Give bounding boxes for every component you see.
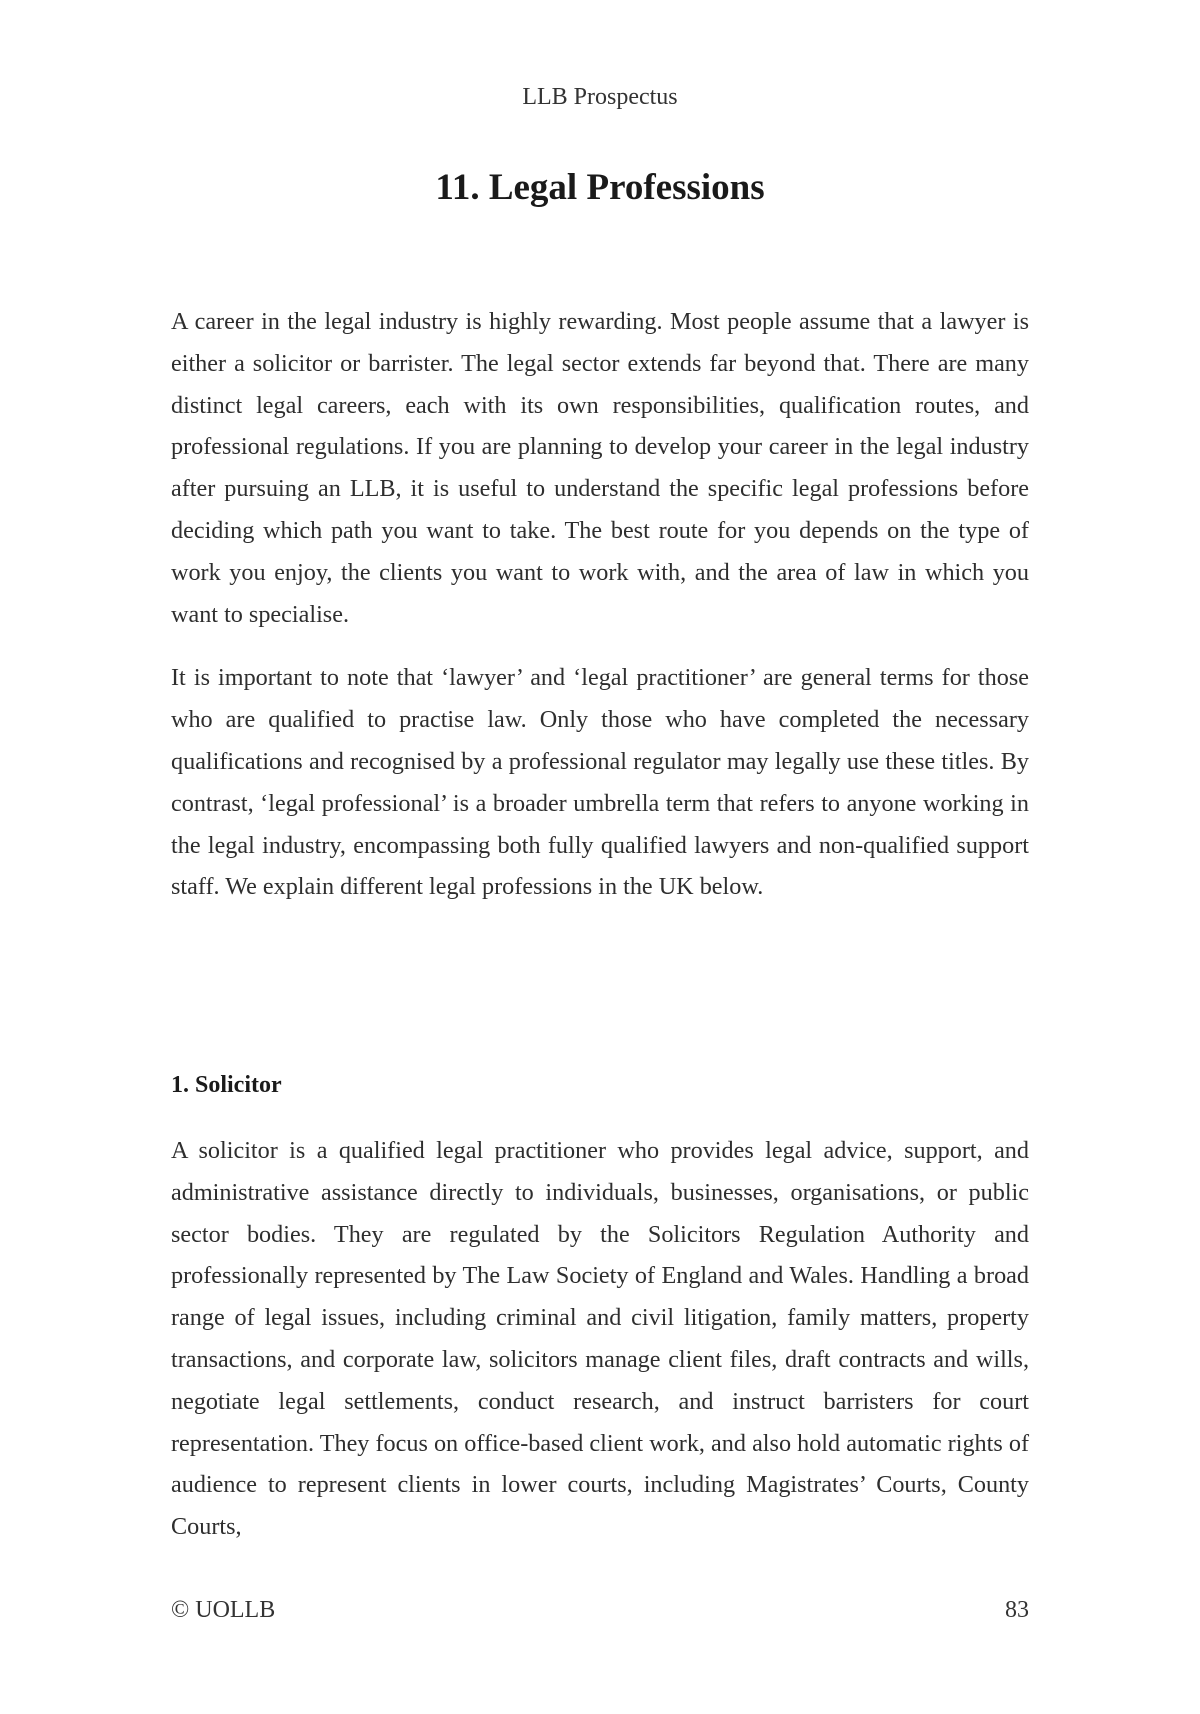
running-header: LLB Prospectus (522, 84, 678, 110)
section-body-solicitor (171, 1130, 1029, 1548)
intro-section (171, 301, 1029, 930)
footer-copyright: © UOLLB (171, 1597, 276, 1623)
chapter-title: 11. Legal Professions (435, 167, 765, 208)
intro-paragraph: A career in the legal industry is highly rewarding. Most people assume that a lawyer is either a solicitor or barrister. The legal sector extends far beyond that. There are many distinct legal careers, each with its own responsibilities, qualification routes, and professional regulations. If you are planning to develop your career in the legal industry after pursuing an LLB, it is useful to understand the specific legal professions before deciding which path you want to take. The best route for you depends on the type of work you enjoy, the clients you want to work with, and the area of law in which you want to specialise. (171, 308, 1029, 628)
section-paragraph: A solicitor is a qualified legal practitioner who provides legal advice, support, and administrative assistance directly to individuals, businesses, organisations, or public sector bodies. They are regulated by the Solicitors Regulation Authority and professionally represented by The Law Society of England and Wales. Handling a broad range of legal issues, including criminal and civil litigation, family matters, property transactions, and corporate law, solicitors manage client files, draft contracts and wills, negotiate legal settlements, conduct research, and instruct barristers for court representation. They focus on office-based client work, and also hold automatic rights of audience to represent clients in lower courts, including Magistrates’ Courts, County Courts, (171, 1137, 1029, 1541)
intro-paragraph: It is important to note that ‘lawyer’ and ‘legal practitioner’ are general terms for those who are qualified to practise law. Only those who have completed the necessary qualifications and recognised by a professional regulator may legally use these titles. By contrast, ‘legal professional’ is a broader umbrella term that refers to anyone working in the legal industry, encompassing both fully qualified lawyers and non-qualified support staff. We explain different legal professions in the UK below. (171, 664, 1029, 901)
page-number: 83 (1005, 1597, 1029, 1623)
section-heading-solicitor: 1. Solicitor (171, 1072, 282, 1098)
